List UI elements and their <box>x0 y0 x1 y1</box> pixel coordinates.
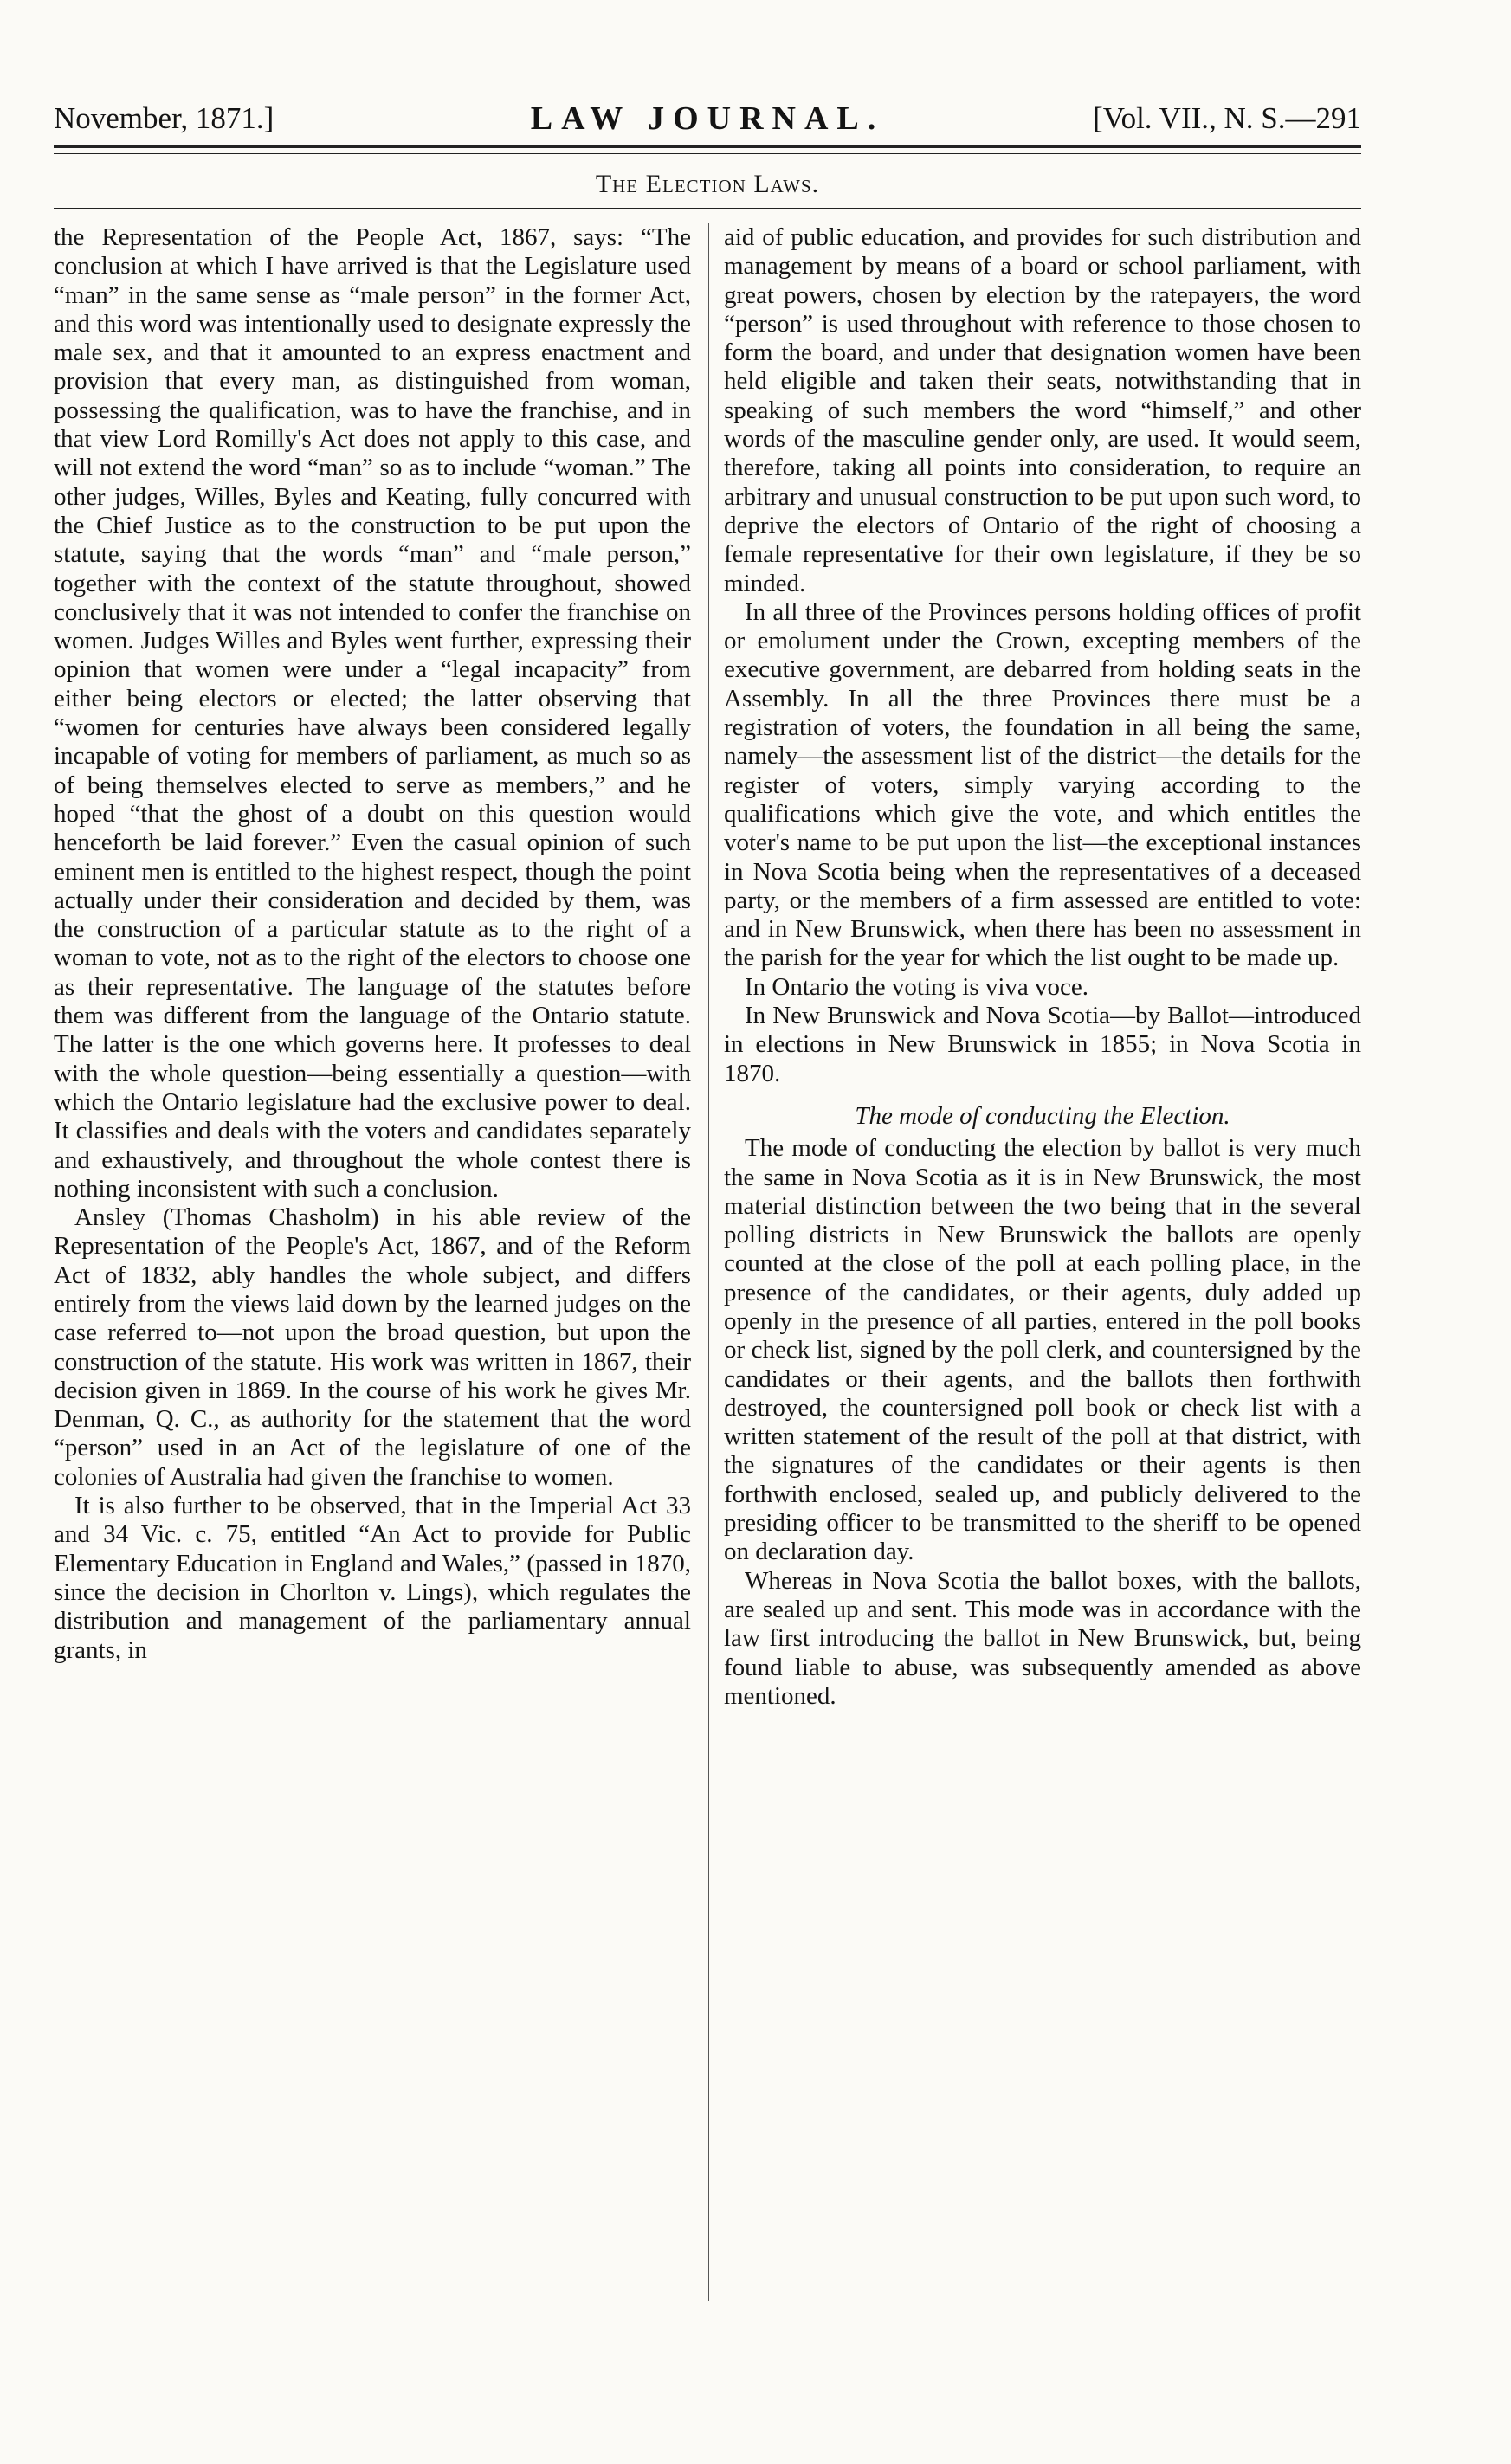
running-header <box>54 97 1361 140</box>
paragraph: aid of public education, and provides for such distribution and management by means of a board or school parliament, with great powers, chosen by election by the ratepayers, the word “person” is used throughout with reference to those chosen to form the board, and under that designation women have been held eligible and taken their seats, notwithstanding that in speaking of such members the word “himself,” and other words of the masculine gender only, are used. It would seem, therefore, taking all points into consideration, to require an arbitrary and unusual construction to be put upon such word, to deprive the electors of Ontario of the right of choosing a female representative for their own legislature, if they be so minded. <box>724 223 1361 597</box>
subheading: The mode of conducting the Election. <box>855 1101 1230 1130</box>
paragraph: the Representation of the People Act, 1867, says: “The conclusion at which I have arrived is that the Legislature used “man” in the same sense as “male person” in the former Act, and this word was intentionally used to designate expressly the male sex, and that it amounted to an express enactment and provision that every man, as distinguished from woman, possessing the qualification, was to have the franchise, and in that view Lord Romilly's Act does not apply to this case, and will not extend the word “man” so as to include “woman.” The other judges, Willes, Byles and Keating, fully concurred with the Chief Justice as to the construction to be put upon the statute, saying that the words “man” and “male person,” together with the context of the statute throughout, showed conclusively that it was not intended to confer the franchise on women. Judges Willes and Byles went further, expressing their opinion that women were under a “legal incapacity” from either being electors or elected; the latter observing that “women for centuries have always been considered legally incapable of voting for members of parliament, as much so as of being themselves elected to serve as members,” and he hoped “that the ghost of a doubt on this question would henceforth be laid forever.” Even the casual opinion of such eminent men is entitled to the highest respect, though the point actually under their consideration and decided by them, was the construction of a particular statute as to the right of a woman to vote, not as to the right of the electors to choose one as their representative. The language of the statutes before them was different from the language of the Ontario statute. The latter is the one which governs here. It professes to deal with the whole question—being essentially a question—with which the Ontario legislature had the exclusive power to deal. It classifies and deals with the voters and candidates separately and exhaustively, and throughout the whole contest there is nothing inconsistent with such a conclusion. <box>54 223 691 1203</box>
paragraph: The mode of conducting the election by ballot is very much the same in Nova Scotia as it is in New Brunswick, the most material distinction between the two being that in the several polling districts in New Brunswick the ballots are openly counted at the close of the poll at each polling place, in the presence of the candidates, or their agents, duly added up openly in the presence of all parties, entered in the poll books or check list, signed by the poll clerk, and countersigned by the candidates or their agents, and the ballots then forthwith destroyed, the countersigned poll book or check list with a written statement of the result of the poll at that district, with the signatures of the candidates or their agents is then forthwith enclosed, sealed up, and publicly delivered to the presiding officer to be transmitted to the sheriff to be opened on declaration day. <box>724 1134 1361 1566</box>
header-journal-title: LAW JOURNAL. <box>530 100 885 137</box>
paragraph: In New Brunswick and Nova Scotia—by Ballot—introduced in elections in New Brunswick in 1855; in Nova Scotia in 1870. <box>724 1002 1361 1087</box>
paragraph: In Ontario the voting is viva voce. <box>745 972 1089 1001</box>
header-date: November, 1871.] <box>54 101 274 135</box>
paragraph: Whereas in Nova Scotia the ballot boxes, with the ballots, are sealed up and sent. This mode was in accordance with the law first introducing the ballot in New Brunswick, but, being found liable to abuse, was subsequently amended as above mentioned. <box>724 1566 1361 1710</box>
section-title: The Election Laws. <box>595 170 820 198</box>
header-rule-thin <box>54 153 1361 154</box>
paragraph: It is also further to be observed, that in the Imperial Act 33 and 34 Vic. c. 75, entitled “An Act to provide for Public Elementary Education in England and Wales,” (passed in 1870, since the decision in Chorlton v. Lings), which regulates the distribution and management of the parliamentary annual grants, in <box>54 1492 691 1664</box>
paragraph: Ansley (Thomas Chasholm) in his able review of the Representation of the People's Act, 1867, and of the Reform Act of 1832, ably handles the whole subject, and differs entirely from the views laid down by the learned judges on the case referred to—not upon the broad question, but upon the construction of the statute. His work was written in 1867, their decision given in 1869. In the course of his work he gives Mr. Denman, Q. C., as authority for the statement that the word “person” used in an Act of the legislature of one of the colonies of Australia had given the franchise to women. <box>54 1203 691 1491</box>
header-rule-thick <box>54 145 1361 148</box>
header-volume-page: [Vol. VII., N. S.—291 <box>1093 101 1361 135</box>
column-right <box>724 223 1361 1711</box>
paragraph: In all three of the Provinces persons holding offices of profit or emolument under the Crown, excepting members of the executive government, are debarred from holding seats in the Assembly. In all the three Provinces there must be a registration of voters, the foundation in all being the same, namely—the assessment list of the district—the details for the register of voters, simply varying according to the qualifications which give the vote, and which entitles the voter's name to be put upon the list—the exceptional instances in Nova Scotia being when the representatives of a deceased party, or the members of a firm assessed are entitled to vote: and in New Brunswick, when there has been no assessment in the parish for the year for which the list ought to be made up. <box>724 597 1361 972</box>
section-rule <box>54 208 1361 209</box>
column-divider <box>708 223 709 2301</box>
column-left <box>54 223 691 1665</box>
